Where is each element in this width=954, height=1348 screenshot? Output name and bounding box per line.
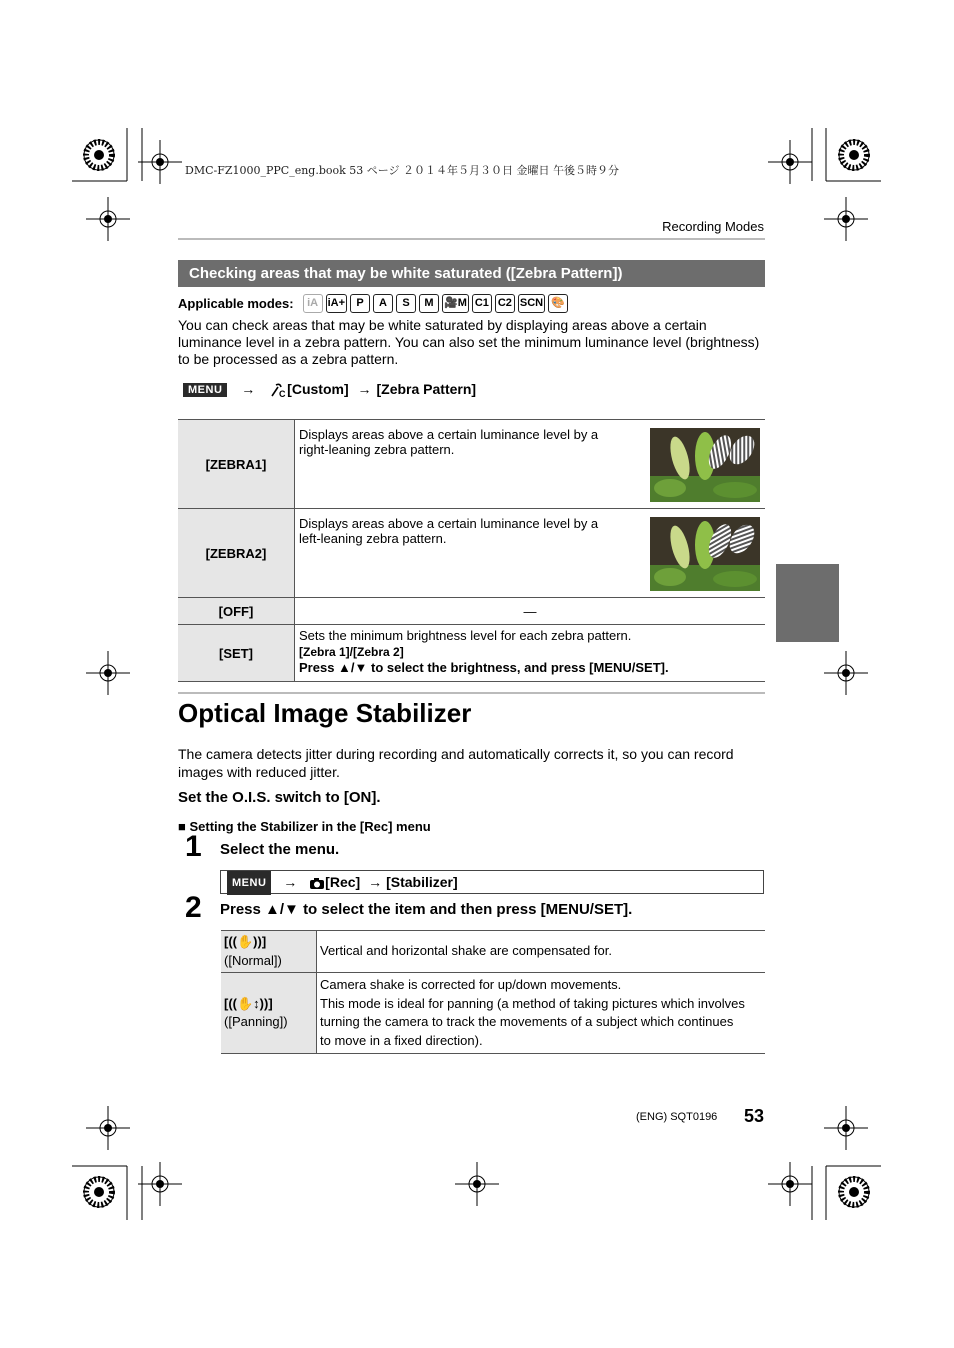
mode-ia-plus-icon: iA+ — [326, 294, 347, 313]
mode-scn-icon: SCN — [518, 294, 545, 313]
stabilizer-panning-icon: [((✋↕))] — [224, 995, 273, 1011]
panning-desc-line: turning the camera to track the movements of a subject which continues — [320, 1014, 734, 1029]
table-row — [178, 509, 765, 598]
mode-c1-icon: C1 — [472, 294, 492, 313]
zebra-heading: Checking areas that may be white saturated ([Zebra Pattern]) — [178, 260, 765, 287]
mode-m-icon: M — [419, 294, 439, 313]
custom-wrench-icon — [269, 382, 287, 398]
table-row — [221, 931, 765, 973]
set-desc — [295, 625, 766, 682]
stabilizer-menu-path — [220, 870, 764, 894]
set-key: [SET] — [178, 625, 295, 682]
zebra-options-table — [178, 419, 765, 682]
stabilizer-options-table — [221, 930, 765, 1054]
panning-label: ([Panning]) — [224, 1014, 288, 1029]
step-2-number: 2 — [185, 891, 202, 924]
normal-label: ([Normal]) — [224, 952, 282, 968]
camera-icon — [309, 876, 325, 890]
mode-movie-m-icon: 🎥M — [442, 294, 469, 313]
table-row — [178, 598, 765, 625]
mode-s-icon: S — [396, 294, 416, 313]
zebra2-key: [ZEBRA2] — [178, 509, 295, 598]
chapter-side-tab — [776, 564, 839, 642]
section-label: Recording Modes — [662, 219, 764, 234]
off-value: — — [295, 598, 766, 625]
rec-label: [Rec] — [325, 874, 361, 890]
zebra1-line1: Displays areas above a certain luminance level by a — [299, 427, 599, 442]
zebra2-desc — [295, 509, 766, 598]
print-header: DMC-FZ1000_PPC_eng.book 53 ページ ２０１４年５月３０日 金曜日 午後５時９分 — [185, 164, 620, 177]
step-1-text: Select the menu. — [220, 841, 340, 858]
page-number: 53 — [744, 1106, 765, 1126]
zebra1-line2: right-leaning zebra pattern. — [299, 442, 455, 457]
custom-label: [Custom] — [287, 381, 349, 397]
off-key: [OFF] — [178, 598, 295, 625]
zebra2-sample-photo — [650, 517, 760, 591]
svg-text:C: C — [279, 389, 286, 399]
normal-desc — [317, 931, 766, 973]
zebra-pattern-label: [Zebra Pattern] — [376, 381, 477, 397]
set-line1: Sets the minimum brightness level for each zebra pattern. — [299, 628, 632, 643]
mode-c2-icon: C2 — [495, 294, 515, 313]
mode-creative-icon: 🎨 — [548, 294, 568, 313]
ois-switch-note: Set the O.I.S. switch to [ON]. — [178, 789, 381, 806]
menu-badge: MENU — [183, 383, 227, 397]
stabilizer-subheading: ■ Setting the Stabilizer in the [Rec] menu — [178, 819, 431, 834]
panning-key — [221, 973, 317, 1054]
ois-intro: The camera detects jitter during recording and automatically corrects it, so you can record images with reduced jitter. — [178, 746, 734, 780]
applicable-modes — [178, 294, 568, 313]
table-row — [178, 420, 765, 509]
panning-desc — [317, 973, 766, 1054]
arrow-icon: → — [283, 874, 298, 890]
stabilizer-normal-icon: [((✋))] — [224, 934, 267, 949]
table-row — [178, 625, 765, 682]
normal-desc-line: Vertical and horizontal shake are compensated for. — [320, 943, 612, 959]
step-1-number: 1 — [185, 830, 202, 863]
panning-desc-line: This mode is ideal for panning (a method of taking pictures which involves — [320, 995, 745, 1011]
modes-label: Applicable modes: — [178, 296, 294, 311]
document-code: (ENG) SQT0196 — [636, 1111, 718, 1123]
arrow-icon: → — [357, 381, 372, 397]
zebra2-line1: Displays areas above a certain luminance level by a — [299, 516, 599, 531]
set-line3: Press ▲/▼ to select the brightness, and press [MENU/SET]. — [299, 660, 669, 675]
zebra-menu-path — [183, 381, 476, 398]
normal-key — [221, 931, 317, 973]
zebra2-line2: left-leaning zebra pattern. — [299, 531, 447, 546]
page-title: Optical Image Stabilizer — [178, 698, 472, 728]
arrow-icon: → — [368, 874, 383, 890]
mode-p-icon: P — [350, 294, 370, 313]
table-row — [221, 973, 765, 1054]
panning-desc-line: Camera shake is corrected for up/down movements. — [320, 977, 622, 992]
zebra1-sample-photo — [650, 428, 760, 502]
stabilizer-label: [Stabilizer] — [386, 874, 458, 890]
zebra-description: You can check areas that may be white saturated by displaying areas above a certain luminance level in a zebra pattern. You can also set the minimum luminance level (brightness) to be processed as a zebra pattern. — [178, 317, 760, 367]
zebra1-key: [ZEBRA1] — [178, 420, 295, 509]
step-2-text: Press ▲/▼ to select the item and then press [MENU/SET]. — [220, 901, 633, 918]
arrow-icon: → — [241, 381, 256, 397]
mode-a-icon: A — [373, 294, 393, 313]
header-divider — [178, 238, 765, 240]
mode-ia-icon: iA — [303, 294, 323, 313]
set-line2: [Zebra 1]/[Zebra 2] — [299, 645, 404, 659]
panning-desc-line: to move in a fixed direction). — [320, 1032, 483, 1048]
menu-badge: MENU — [227, 871, 271, 895]
zebra1-desc — [295, 420, 766, 509]
section-divider — [178, 692, 765, 694]
